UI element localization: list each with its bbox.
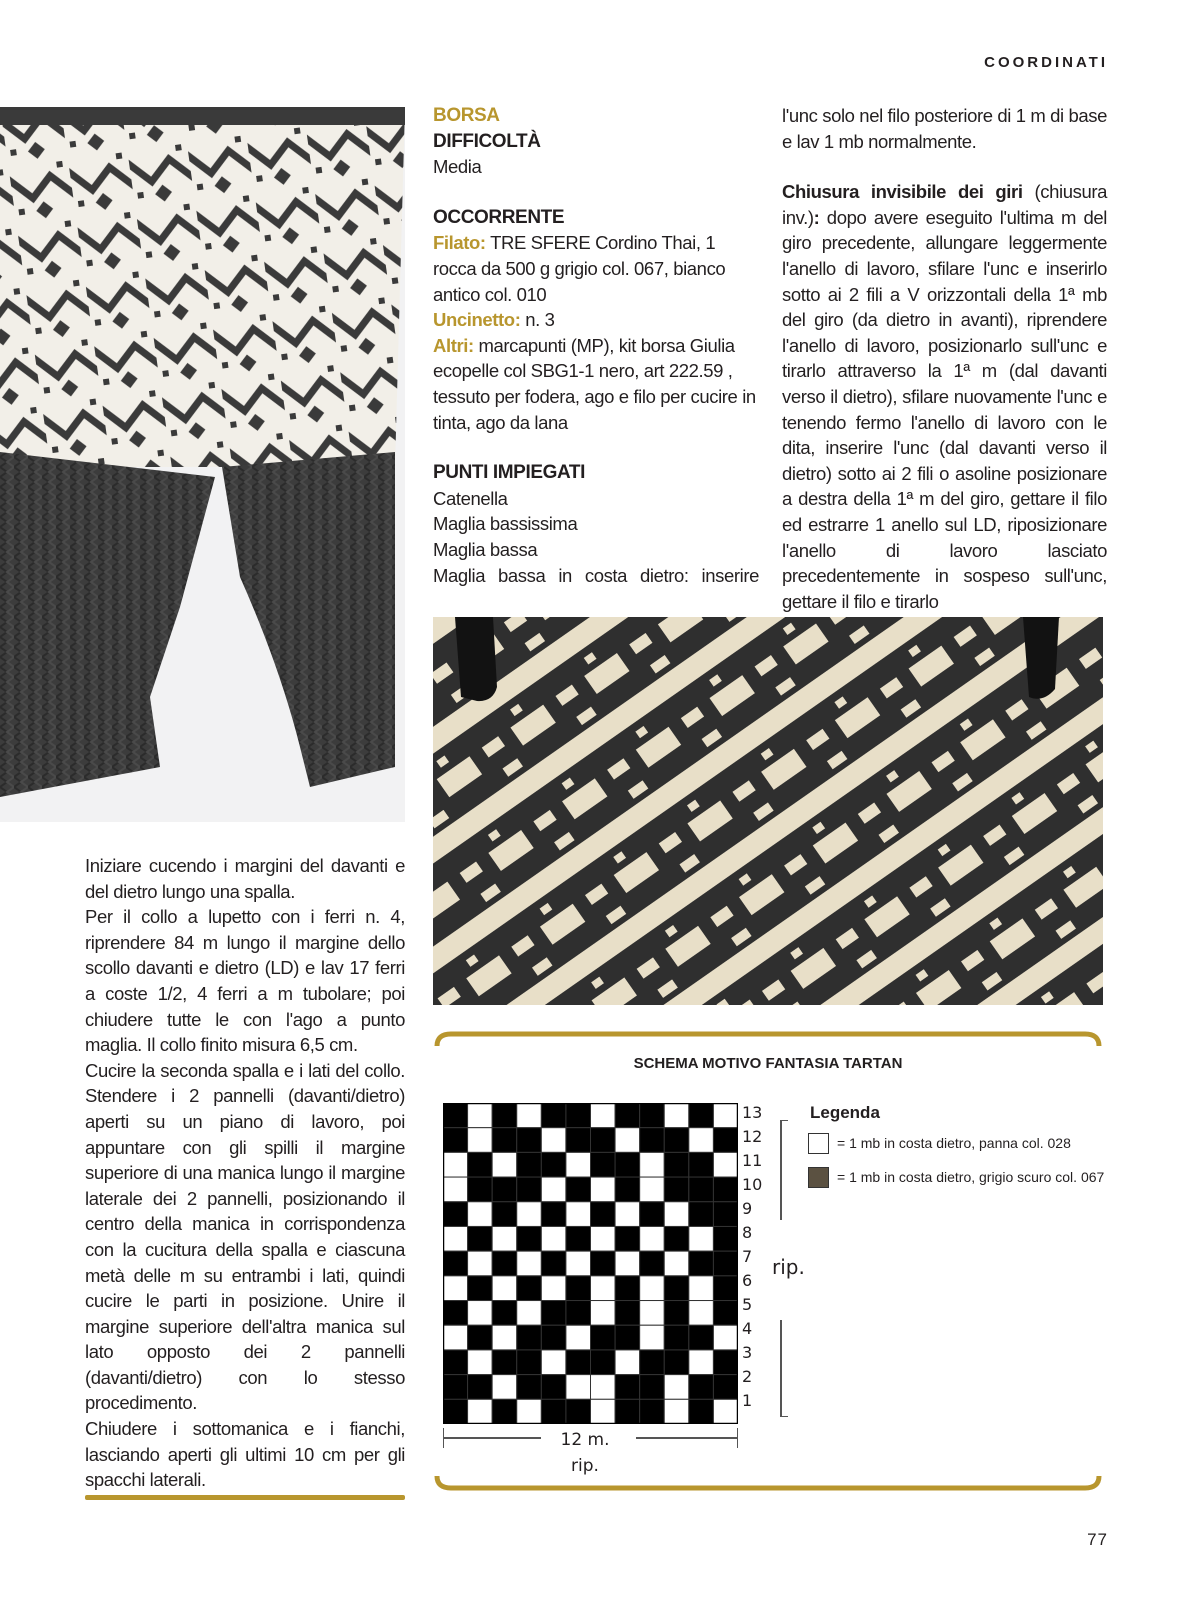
grid-cell (468, 1103, 493, 1128)
repeat-bracket-bottom (780, 1320, 782, 1416)
pattern-grid-svg (443, 1103, 738, 1424)
grid-cell (689, 1177, 714, 1202)
continued-text: l'unc solo nel filo posteriore di 1 m di base e lav 1 mb normalmente. (782, 105, 1107, 152)
grid-cell (566, 1375, 591, 1400)
grid-cell (541, 1202, 566, 1227)
grid-cell (492, 1350, 517, 1375)
grid-cell (566, 1177, 591, 1202)
grid-cell (492, 1251, 517, 1276)
grid-cell (713, 1128, 738, 1153)
grid-cell (640, 1301, 665, 1326)
grid-cell (468, 1152, 493, 1177)
grid-cell (443, 1202, 468, 1227)
row-number: 9 (742, 1199, 753, 1218)
grid-cell (492, 1325, 517, 1350)
invisible-join-title: Chiusura invisibile dei giri (782, 181, 1023, 203)
row-number: 13 (742, 1103, 763, 1122)
grid-cell (541, 1152, 566, 1177)
grid-cell (517, 1350, 542, 1375)
grid-cell (517, 1202, 542, 1227)
grid-cell (468, 1276, 493, 1301)
grid-cell (664, 1103, 689, 1128)
grid-cell (517, 1375, 542, 1400)
width-stitches: 12 m. (560, 1430, 610, 1450)
grid-cell (713, 1399, 738, 1424)
row-number: 4 (742, 1319, 753, 1338)
grid-cell (541, 1177, 566, 1202)
grid-cell (566, 1399, 591, 1424)
grid-cell (443, 1103, 468, 1128)
grid-cell (615, 1276, 640, 1301)
grid-cell (517, 1276, 542, 1301)
grid-cell (541, 1399, 566, 1424)
grid-cell (517, 1152, 542, 1177)
stitch-item: Maglia bassa (433, 538, 538, 560)
assembly-paragraph: Iniziare cucendo i margini del davanti e del dietro lungo una spalla. (85, 855, 405, 902)
row-numbers (742, 1103, 772, 1424)
repeat-bracket-tick (780, 1416, 788, 1417)
grid-cell (566, 1276, 591, 1301)
grid-cell (664, 1202, 689, 1227)
grid-cell (689, 1103, 714, 1128)
grid-cell (468, 1202, 493, 1227)
grid-cell (541, 1226, 566, 1251)
grid-cell (517, 1177, 542, 1202)
grid-cell (713, 1325, 738, 1350)
grid-cell (591, 1152, 616, 1177)
grid-cell (517, 1103, 542, 1128)
row-number: 7 (742, 1247, 753, 1266)
grid-cell (443, 1251, 468, 1276)
grid-cell (443, 1399, 468, 1424)
grid-cell (689, 1399, 714, 1424)
grid-cell (443, 1301, 468, 1326)
grid-cell (541, 1128, 566, 1153)
bag-photo (433, 617, 1103, 1005)
grid-cell (566, 1301, 591, 1326)
difficulty-heading: DIFFICOLTÀ (433, 130, 541, 152)
width-bracket-tick (737, 1428, 738, 1448)
grid-cell (664, 1177, 689, 1202)
grid-cell (713, 1375, 738, 1400)
grid-cell (615, 1152, 640, 1177)
grid-cell (713, 1251, 738, 1276)
grid-cell (541, 1325, 566, 1350)
grid-cell (640, 1251, 665, 1276)
grid-cell (615, 1251, 640, 1276)
grid-cell (640, 1375, 665, 1400)
grid-cell (443, 1375, 468, 1400)
grid-cell (664, 1375, 689, 1400)
grid-cell (640, 1226, 665, 1251)
grid-cell (664, 1301, 689, 1326)
grid-cell (689, 1301, 714, 1326)
grid-cell (689, 1226, 714, 1251)
invisible-join-colon: : (813, 206, 820, 228)
grid-cell (713, 1301, 738, 1326)
grid-cell (492, 1103, 517, 1128)
grid-cell (468, 1375, 493, 1400)
grid-cell (615, 1103, 640, 1128)
grid-cell (517, 1251, 542, 1276)
grid-cell (615, 1177, 640, 1202)
grid-cell (517, 1301, 542, 1326)
yarn-label: Filato: (433, 232, 486, 254)
row-number: 10 (742, 1175, 763, 1194)
grid-cell (468, 1251, 493, 1276)
others-paragraph (433, 333, 759, 435)
materials-heading: OCCORRENTE (433, 206, 565, 228)
grid-cell (591, 1103, 616, 1128)
grid-cell (517, 1399, 542, 1424)
row-number: 12 (742, 1127, 763, 1146)
row-number: 1 (742, 1391, 753, 1410)
pattern-grid (443, 1103, 738, 1424)
stitch-item: Maglia bassa in costa dietro: inserire (433, 564, 759, 586)
grid-cell (566, 1103, 591, 1128)
grid-cell (615, 1350, 640, 1375)
grid-cell (591, 1350, 616, 1375)
grid-cell (591, 1128, 616, 1153)
grid-cell (640, 1399, 665, 1424)
row-number: 5 (742, 1295, 753, 1314)
materials-column (433, 103, 759, 588)
grid-cell (468, 1177, 493, 1202)
others-label: Altri: (433, 334, 474, 356)
grid-cell (689, 1251, 714, 1276)
yarn-paragraph (433, 230, 759, 307)
grid-cell (566, 1128, 591, 1153)
grid-cell (468, 1301, 493, 1326)
grid-cell (517, 1128, 542, 1153)
grid-cell (615, 1399, 640, 1424)
grid-cell (468, 1399, 493, 1424)
grid-cell (591, 1226, 616, 1251)
grid-cell (492, 1276, 517, 1301)
others-text: marcapunti (MP), kit borsa Giulia ecopelle col SBG1-1 nero, art 222.59 , tessuto per fodera, ago e filo per cucire in tinta, ago da lana (433, 334, 756, 433)
grid-cell (591, 1177, 616, 1202)
grid-cell (640, 1325, 665, 1350)
grid-cell (591, 1202, 616, 1227)
grid-cell (664, 1325, 689, 1350)
assembly-paragraph: Cucire la seconda spalla e i lati del collo. Stendere i 2 pannelli (davanti/dietro) aperti su un piano di lavoro, poi appuntare con gli spilli il margine superiore di una manica lungo il margine laterale dei 2 pannelli, posizionando il centro della manica in corrispondenza con la cucitura della spalla e ciascuna metà delle m su entrambi i lati, quindi cucire le parti in posizione. Unire il margine superiore dell'altra manica sul lato opposto dei 2 pannelli (davanti/dietro) con lo stesso procedimento. (85, 1059, 405, 1414)
sweater-photo (0, 107, 405, 822)
grid-cell (492, 1152, 517, 1177)
grid-cell (541, 1301, 566, 1326)
grid-cell (689, 1375, 714, 1400)
repeat-rows-label: rip. (772, 1255, 805, 1279)
grid-cell (443, 1350, 468, 1375)
legend-swatch-light (808, 1133, 829, 1154)
grid-cell (640, 1202, 665, 1227)
grid-cell (468, 1325, 493, 1350)
grid-cell (443, 1276, 468, 1301)
grid-cell (443, 1177, 468, 1202)
difficulty-value: Media (433, 156, 482, 178)
grid-cell (689, 1276, 714, 1301)
grid-cell (591, 1399, 616, 1424)
assembly-paragraph: Chiudere i sottomanica e i fianchi, lasciando aperti gli ultimi 10 cm per gli spacchi laterali. (85, 1418, 405, 1491)
grid-cell (615, 1226, 640, 1251)
grid-cell (713, 1103, 738, 1128)
left-divider (85, 1495, 405, 1500)
grid-cell (640, 1276, 665, 1301)
row-number: 6 (742, 1271, 753, 1290)
grid-cell (640, 1128, 665, 1153)
width-bracket-left (443, 1437, 541, 1439)
grid-cell (468, 1128, 493, 1153)
row-number: 11 (742, 1151, 763, 1170)
grid-cell (541, 1375, 566, 1400)
grid-cell (615, 1202, 640, 1227)
legend-light-text: = 1 mb in costa dietro, panna col. 028 (837, 1135, 1071, 1151)
grid-cell (591, 1251, 616, 1276)
grid-cell (566, 1202, 591, 1227)
row-number: 2 (742, 1367, 753, 1386)
grid-cell (517, 1325, 542, 1350)
grid-cell (443, 1325, 468, 1350)
instructions-column (782, 103, 1107, 614)
grid-cell (566, 1152, 591, 1177)
grid-cell (640, 1350, 665, 1375)
grid-cell (517, 1226, 542, 1251)
repeat-bracket-top (780, 1120, 782, 1220)
grid-cell (689, 1128, 714, 1153)
grid-cell (591, 1301, 616, 1326)
grid-cell (541, 1350, 566, 1375)
invisible-join-paragraph (782, 179, 1107, 614)
chart-title: SCHEMA MOTIVO FANTASIA TARTAN (633, 1055, 903, 1072)
grid-cell (713, 1202, 738, 1227)
width-bracket-tick (443, 1428, 444, 1448)
assembly-column (85, 853, 405, 1493)
hook-label: Uncinetto: (433, 309, 521, 331)
invisible-join-text: dopo avere eseguito l'ultima m del giro precedente, allungare leggermente l'anello di lavoro, sfilare l'unc e inserirlo sotto ai 2 fili a V orizzontali della 1ª mb del giro (da dietro in avanti), riprendere l'anello di lavoro, posizionarlo sull'unc e tirarlo attraverso la 1ª m (dal davanti verso il dietro), sfilare nuovamente l'unc e tenendo fermo l'anello di lavoro con le dita, inserire l'unc (dal davanti verso il dietro) sotto ai 2 fili o asoline posizionare a destra della 1ª m del giro, gettare il filo ed estrarre 1 anello sul LD, riposizionare l'anello di lavoro lasciato precedentemente in sospeso sull'unc, gettare il filo e tirarlo (782, 206, 1107, 612)
hook-paragraph (433, 307, 759, 333)
grid-cell (664, 1399, 689, 1424)
grid-cell (492, 1177, 517, 1202)
legend-title: Legenda (810, 1103, 880, 1122)
width-bracket-right (636, 1437, 738, 1439)
grid-cell (664, 1226, 689, 1251)
grid-cell (541, 1276, 566, 1301)
grid-cell (566, 1350, 591, 1375)
grid-cell (664, 1251, 689, 1276)
grid-cell (713, 1276, 738, 1301)
legend-swatch-dark (808, 1167, 829, 1188)
grid-cell (468, 1350, 493, 1375)
stitches-heading: PUNTI IMPIEGATI (433, 462, 585, 484)
grid-cell (443, 1152, 468, 1177)
grid-cell (443, 1226, 468, 1251)
grid-cell (566, 1251, 591, 1276)
grid-cell (615, 1375, 640, 1400)
grid-cell (615, 1325, 640, 1350)
grid-cell (492, 1375, 517, 1400)
grid-cell (541, 1103, 566, 1128)
grid-cell (492, 1399, 517, 1424)
grid-cell (689, 1350, 714, 1375)
grid-cell (713, 1350, 738, 1375)
grid-cell (689, 1325, 714, 1350)
grid-cell (468, 1226, 493, 1251)
grid-cell (591, 1375, 616, 1400)
page-number: 77 (1087, 1530, 1108, 1549)
grid-cell (591, 1276, 616, 1301)
grid-cell (492, 1202, 517, 1227)
assembly-paragraph: Per il collo a lupetto con i ferri n. 4, riprendere 84 m lungo il margine dello scollo davanti e dietro (LD) e lav 17 ferri a coste 1/2, 4 ferri a m tubolare; poi chiudere tutte le con l'ago a punto maglia. Il collo finito misura 6,5 cm. (85, 906, 405, 1056)
grid-cell (664, 1276, 689, 1301)
stitch-item: Maglia bassissima (433, 513, 578, 535)
grid-cell (664, 1350, 689, 1375)
grid-cell (443, 1128, 468, 1153)
grid-cell (640, 1152, 665, 1177)
grid-cell (640, 1177, 665, 1202)
grid-cell (492, 1301, 517, 1326)
legend-dark-text: = 1 mb in costa dietro, grigio scuro col. 067 (837, 1169, 1105, 1185)
grid-cell (591, 1325, 616, 1350)
grid-cell (566, 1226, 591, 1251)
grid-cell (492, 1226, 517, 1251)
grid-cell (615, 1301, 640, 1326)
grid-cell (689, 1202, 714, 1227)
grid-cell (713, 1226, 738, 1251)
section-tag: COORDINATI (984, 54, 1108, 71)
grid-cell (640, 1103, 665, 1128)
invisible-join-abbr: (chiusura inv.) (782, 181, 1107, 228)
grid-cell (492, 1128, 517, 1153)
grid-cell (689, 1152, 714, 1177)
project-title: BORSA (433, 105, 500, 126)
row-number: 8 (742, 1223, 753, 1242)
width-label (540, 1427, 630, 1479)
yarn-text: TRE SFERE Cordino Thai, 1 rocca da 500 g grigio col. 067, bianco antico col. 010 (433, 232, 726, 305)
grid-cell (713, 1177, 738, 1202)
hook-text: n. 3 (520, 309, 555, 331)
stitch-item: Catenella (433, 487, 508, 509)
repeat-bracket-tick (780, 1120, 788, 1121)
width-repeat: rip. (571, 1456, 599, 1476)
grid-cell (615, 1128, 640, 1153)
row-number: 3 (742, 1343, 753, 1362)
grid-cell (664, 1128, 689, 1153)
grid-cell (541, 1251, 566, 1276)
grid-cell (566, 1325, 591, 1350)
grid-cell (713, 1152, 738, 1177)
grid-cell (664, 1152, 689, 1177)
